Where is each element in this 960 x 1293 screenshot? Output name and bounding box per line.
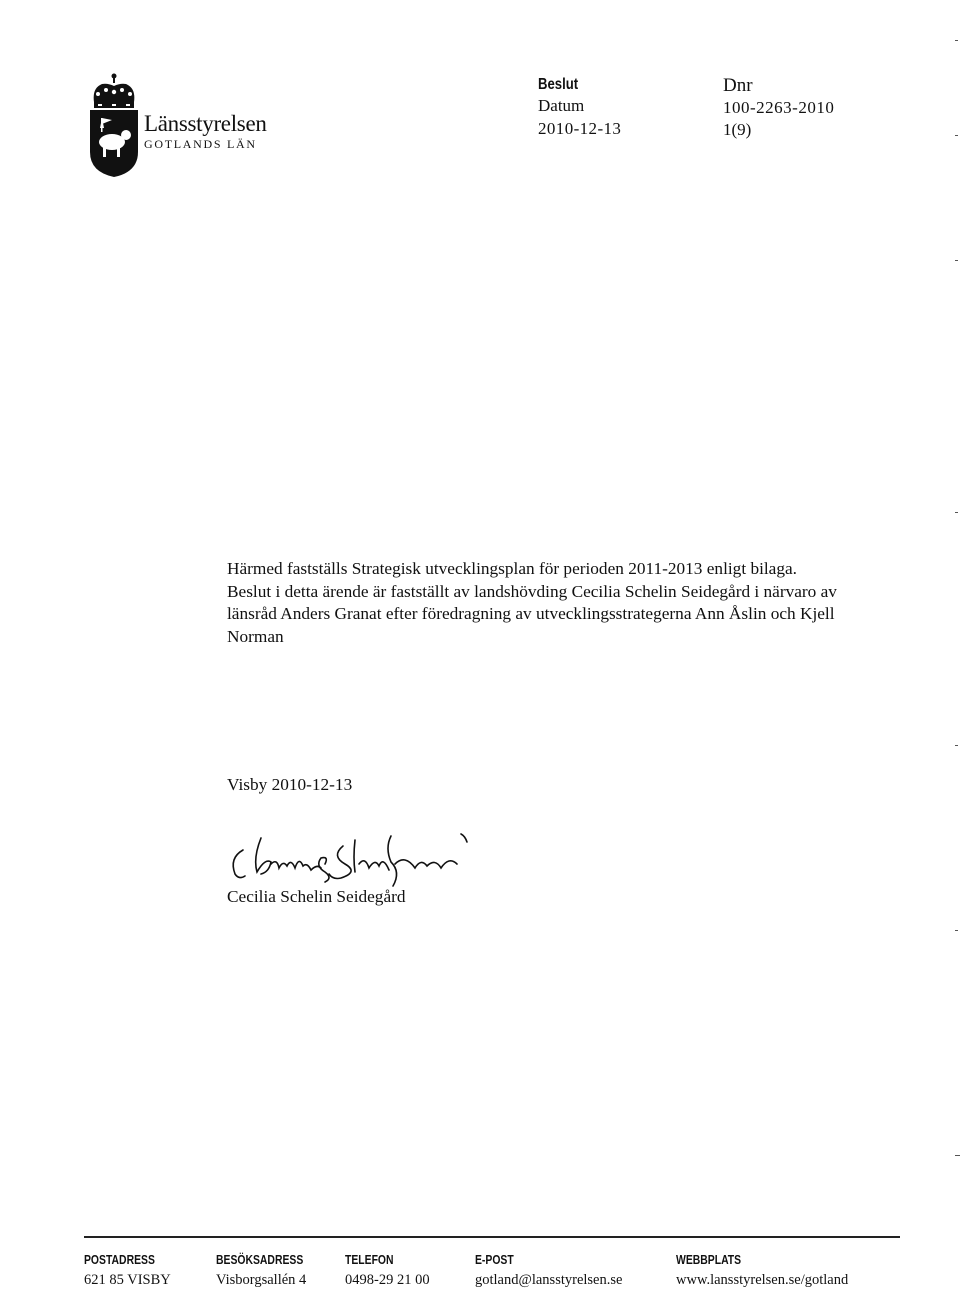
footer-visit-value: Visborgsallén 4 [216,1272,307,1288]
registration-number-label: Dnr [723,75,753,96]
footer-postal-value: 621 85 VISBY [84,1272,171,1288]
registration-number-value: 100-2263-2010 [723,98,835,117]
decision-statement: Härmed fastställs Strategisk utvecklingsplan för perioden 2011-2013 enligt bilaga. [227,559,797,578]
signer-name: Cecilia Schelin Seidegård [227,887,406,906]
footer-visit-label: BESÖKSADRESS [216,1252,304,1267]
page-count: 1(9) [723,120,752,139]
decision-details: Beslut i detta ärende är fastställt av landshövding Cecilia Schelin Seidegård i närvaro av länsråd Anders Granat efter föredragning av utvecklingsstrategerna Ann Åslin och Kjell Norman [227,581,837,646]
organization-county: GOTLANDS LÄN [144,137,257,151]
footer-postal-label: POSTADRESS [84,1252,155,1267]
date-label: Datum [538,96,585,115]
footer-divider [84,1236,900,1238]
scan-mark [955,260,958,261]
scan-mark [955,512,958,513]
footer-web-value: www.lansstyrelsen.se/gotland [676,1272,849,1288]
footer-phone-label: TELEFON [345,1252,394,1267]
organization-name: Länsstyrelsen [144,111,267,136]
footer-phone-value: 0498-29 21 00 [345,1272,430,1288]
document-type: Beslut [538,76,579,93]
decision-body [227,558,867,648]
county-coat-of-arms-logo [86,72,142,178]
scan-mark [955,135,958,136]
scan-mark [955,1155,960,1156]
place-and-date: Visby 2010-12-13 [227,775,353,794]
footer-web-label: WEBBPLATS [676,1252,742,1267]
scan-mark [955,745,958,746]
footer-email-value: gotland@lansstyrelsen.se [475,1272,623,1288]
scan-mark [955,40,958,41]
footer-email-label: E-POST [475,1252,514,1267]
handwritten-signature [225,828,510,888]
date-value: 2010-12-13 [538,119,622,138]
scan-mark [955,930,958,931]
